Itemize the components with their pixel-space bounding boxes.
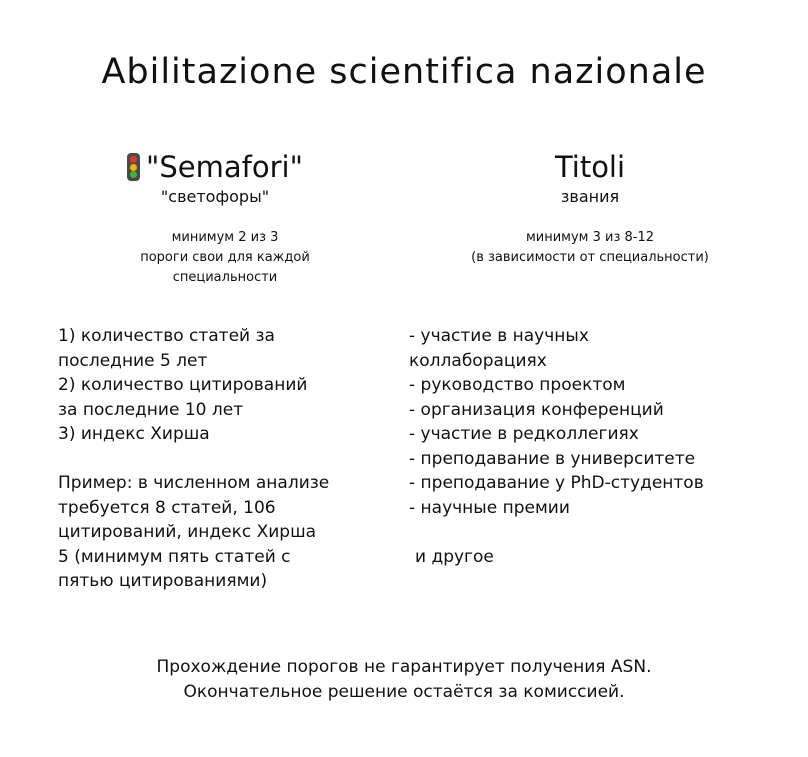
footer-line: Окончательное решение остаётся за комиссией.: [183, 682, 625, 702]
titoli-item-line: коллаборациях: [409, 350, 547, 371]
criteria-line: последние 5 лет: [58, 350, 208, 371]
example-line: пятью цитированиями): [58, 571, 268, 591]
criteria-line: 1) количество статей за: [58, 326, 275, 346]
titoli-item-line: - участие в научных: [409, 326, 589, 346]
titoli-item-line: - участие в редколлегиях: [409, 424, 639, 444]
spacer: [58, 447, 329, 472]
example-line: Пример: в численном анализе: [58, 473, 330, 493]
footer-line: Прохождение порогов не гарантирует получения ASN.: [156, 657, 652, 677]
titoli-header: [470, 150, 710, 208]
semafori-heading: "Semafori": [146, 150, 303, 184]
titoli-note-line: (в зависимости от специальности): [471, 250, 709, 265]
titoli-item-line: - руководство проектом: [409, 375, 626, 395]
semafori-heading-row: [95, 150, 335, 184]
titoli-heading: Titoli: [554, 150, 626, 184]
example-line: 5 (минимум пять статей с: [58, 546, 291, 567]
semafori-subheading: "светофоры": [160, 187, 270, 206]
semafori-note-line: специальности: [172, 270, 278, 285]
titoli-note: [420, 228, 760, 268]
semafori-note-line: пороги свои для каждой: [140, 250, 310, 265]
titoli-item-line: - научные премии: [409, 497, 570, 518]
titoli-item-line: - преподавание в университете: [409, 448, 696, 469]
footer-disclaimer: [0, 655, 808, 705]
semafori-note: [80, 228, 370, 288]
traffic-light-yellow-lamp: [130, 164, 137, 171]
spacer: [409, 520, 704, 545]
traffic-light-red-lamp: [130, 156, 137, 163]
semafori-header: [95, 150, 335, 208]
traffic-light-icon: [127, 153, 140, 181]
titoli-other: и другое: [415, 546, 494, 567]
semafori-criteria: [58, 324, 329, 594]
criteria-line: 3) индекс Хирша: [58, 424, 210, 444]
example-line: требуется 8 статей, 106: [58, 497, 276, 518]
page-title: Abilitazione scientifica nazionale: [101, 52, 707, 92]
semafori-note-line: минимум 2 из 3: [171, 230, 279, 245]
titoli-item-line: - организация конференций: [409, 399, 664, 420]
example-line: цитирований, индекс Хирша: [58, 522, 317, 542]
traffic-light-green-lamp: [130, 171, 137, 178]
titoli-subheading: звания: [560, 187, 620, 206]
criteria-line: 2) количество цитирований: [58, 375, 308, 395]
criteria-line: за последние 10 лет: [58, 399, 244, 420]
titoli-item-line: - преподавание у PhD-студентов: [409, 473, 704, 493]
titoli-note-line: минимум 3 из 8-12: [525, 230, 655, 245]
titoli-items: [409, 324, 704, 569]
